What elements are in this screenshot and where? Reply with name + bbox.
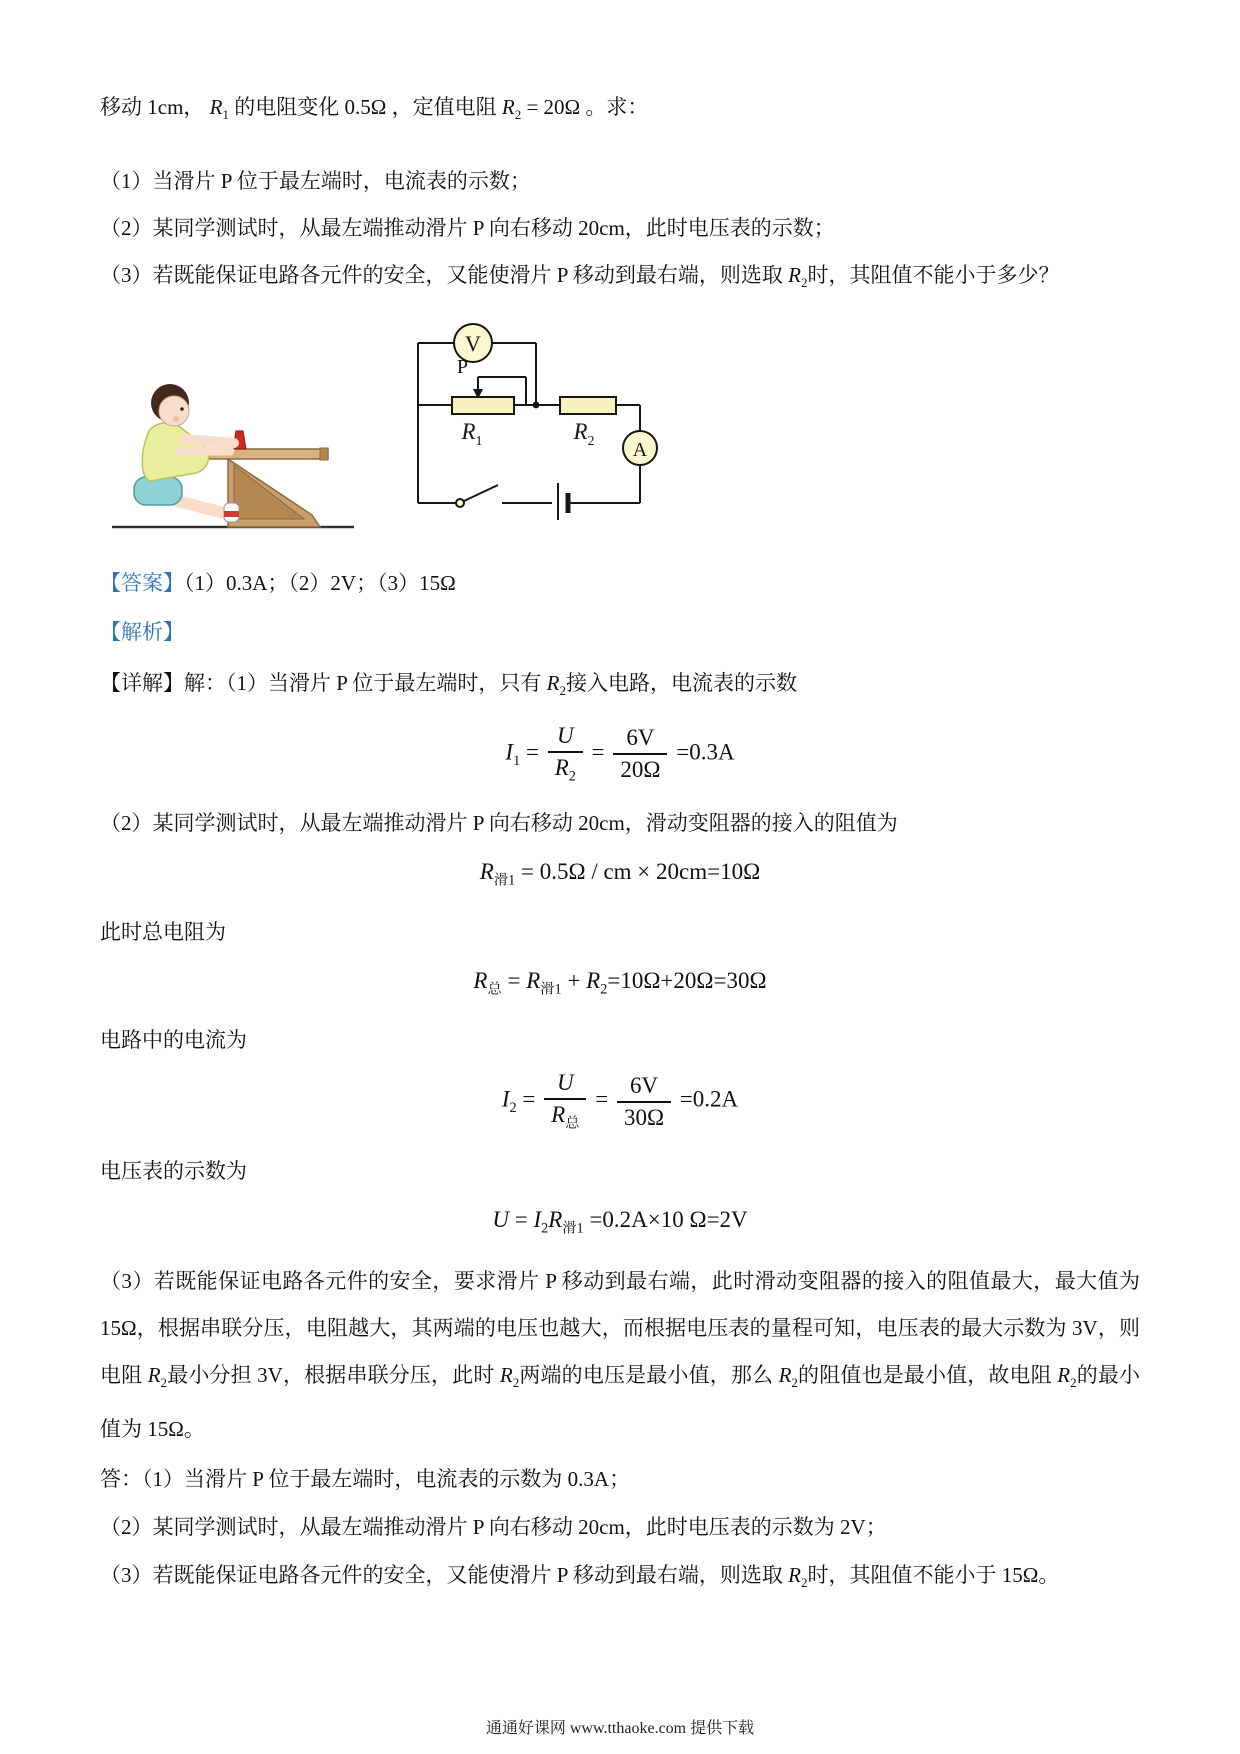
slider-label: P <box>456 356 468 379</box>
resistor-r1 <box>452 397 514 414</box>
child-shoe-stripe <box>224 511 239 517</box>
circuit-diagram <box>406 315 686 525</box>
child-arm-upper <box>184 439 234 443</box>
child-eye <box>180 408 184 412</box>
formula-i1: $I_1$ = $\frac{U}{R_2}$ = $\frac{6V}{20\Omega}$ =0.3A <box>505 722 735 785</box>
ammeter-label: A <box>632 439 648 462</box>
formula-r-total: $R_总 = R_{滑1} + R_2=10\Omega+20\Omega=30\Omega$ <box>473 967 767 998</box>
detail-p5: 电压表的示数为 <box>100 1158 247 1183</box>
detail-p4: 电路中的电流为 <box>100 1028 247 1053</box>
answer-line <box>100 568 1140 598</box>
question-3: （3）若既能保证电路各元件的安全，又能使滑片 P 移动到最右端，则选取 $R_2$时，其阻值不能小于多少？ <box>100 263 1060 291</box>
child-cheek <box>173 416 179 422</box>
intro-text: 移动 1cm， $R_1$ 的电阻变化 0.5Ω ，定值电阻 $R_2 = 20\Omega$ 。求： <box>100 95 649 123</box>
detail-p6: （3）若既能保证电路各元件的安全，要求滑片 P 移动到最右端，此时滑动变阻器的接入的阻值最大，最大值为 15Ω，根据串联分压，电阻越大，其两端的电压也越大，而根据电压表的量程可知，电压表的最大示数为 3V，则电阻 $R_2$最小分担 3V，根据串联分压，此时 $R_2$两端的电压是最小值，那么 $R_2$的阻值也是最小值，故电阻 $R_2$的最小值为 15Ω。 <box>100 1268 1141 1441</box>
switch-pivot <box>456 499 464 507</box>
question-2: （2）某同学测试时，从最左端推动滑片 P 向右移动 20cm，此时电压表的示数； <box>100 216 835 241</box>
board-end <box>320 448 328 460</box>
r2-label: $R_2$ <box>573 419 595 450</box>
page-footer: 通通好课网 www.tthaoke.com 提供下载 <box>485 1720 755 1737</box>
final-answer-1: 答：（1）当滑片 P 位于最左端时，电流表的示数为 0.3A； <box>100 1466 631 1491</box>
detail-p2: （2）某同学测试时，从最左端推动滑片 P 向右移动 20cm，滑动变阻器的接入的阻值为 <box>100 811 898 836</box>
detail-p1: 解：（1）当滑片 P 位于最左端时，只有 $R_2$接入电路，电流表的示数 <box>184 671 797 699</box>
formula-u: $U = I_2R_{滑1} =0.2A\times 10$ Ω=2V <box>492 1206 748 1237</box>
final-answer-2: （2）某同学测试时，从最左端推动滑片 P 向右移动 20cm，此时电压表的示数为 2V； <box>100 1514 887 1539</box>
switch-blade <box>464 485 498 501</box>
answer-label: 【答案】 <box>100 571 184 596</box>
formula-r-slide: $R_{滑1} = 0.5\Omega$ / cm × 20cm=10Ω <box>479 859 761 889</box>
circuit-image <box>406 315 686 520</box>
formula-i2: $I_2$ = $\frac{U}{R_总}$ = $\frac{6V}{30\Omega}$ =0.2A <box>501 1070 739 1132</box>
sit-and-reach-illustration <box>108 367 358 542</box>
child-shorts <box>134 477 182 505</box>
analysis-label: 【解析】 <box>100 620 184 645</box>
detail-p3: 此时总电阻为 <box>100 919 226 944</box>
voltmeter-label: V <box>465 331 481 357</box>
analysis-line <box>100 617 1140 647</box>
detail-label: 【详解】 <box>100 671 184 696</box>
wedge-inner <box>234 465 304 519</box>
sit-and-reach-image <box>108 367 358 537</box>
answer-text: （1）0.3A；（2）2V；（3）15Ω <box>184 571 456 596</box>
question-1: （1）当滑片 P 位于最左端时，电流表的示数； <box>100 169 531 194</box>
final-answer-3: （3）若既能保证电路各元件的安全，又能使滑片 P 移动到最右端，则选取 $R_2$时，其阻值不能小于 15Ω。 <box>100 1562 1060 1590</box>
detail-line <box>100 668 1140 706</box>
resistor-r2 <box>560 397 616 414</box>
junction-dot <box>533 402 540 409</box>
child-face <box>159 396 189 426</box>
figure <box>108 315 1140 542</box>
r1-label: $R_1$ <box>461 419 483 450</box>
